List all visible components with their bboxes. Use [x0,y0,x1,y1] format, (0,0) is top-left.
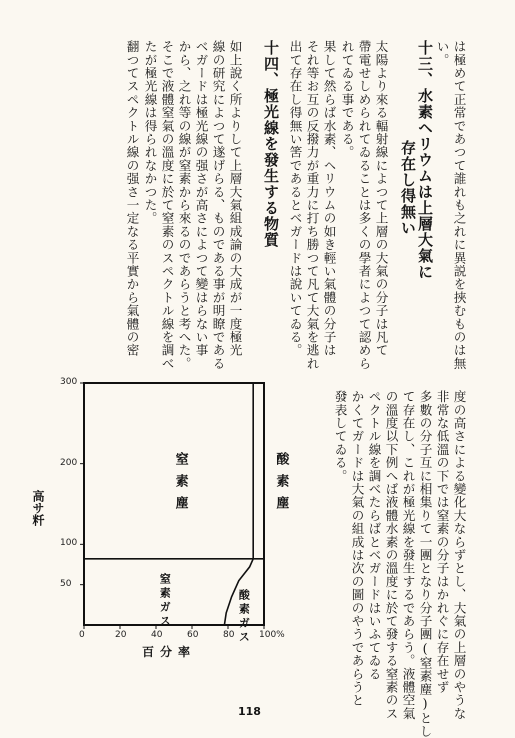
columns-top-13: そこで液體窒氣の溫度に於て窒素のスペクトル線を調べ [159,40,175,370]
columns-bottom-1: 非常な低溫の下では窒素の分子はかれぐに存在せず [434,390,450,694]
columns-bottom-2: 多數の分子互に相集りて一團となり分子團(窒素塵)とし [417,390,433,738]
columns-top-1: い。 [434,40,450,67]
x-tick-label: 40 [151,630,163,640]
atmosphere-composition-chart [0,370,290,700]
columns-top-12: から、之れ等の線が窒素から來るのであらうと考へた。 [176,40,192,370]
columns-top-15: 翻つてスペクトル線の强さ一定なる平實から氣體の密 [124,40,140,357]
headings-1: 十四、極光線を發生する物質 [262,40,280,248]
columns-top-5: れてゐる事である。 [339,40,355,159]
x-tick-label: 80 [223,630,235,640]
columns-bottom-4: の溫度以下例へば液體水素の溫度に於て發する窒素のス [383,390,399,720]
y-tick-label: 100 [60,538,78,549]
columns-top-7: それ等お互の反撥力が重力に打ち勝つて凡て大氣を逃れ [304,40,320,370]
x-tick-label: 20 [115,630,127,640]
columns-top-4: 帶電せしめられてゐることは多くの學者によつて認めら [356,40,372,370]
columns-top-9: 如上說く所よりして上層大氣組成論の大成が一度極光 [227,40,243,357]
columns-top-0: は極めて正常であつて誰れも之れに異説を挾むものは無 [451,40,467,370]
region-label: 酸素ガス [237,588,251,645]
region-label: 窒素塵 [172,451,188,518]
region-label: 窒素ガス [158,572,172,629]
x-axis-title: 百分率 [142,645,197,659]
page-number: 118 [238,705,261,718]
columns-bottom-3: て存在し、これが極光線を發生するであらう。液體空氣 [400,390,416,720]
y-tick-label: 200 [60,457,78,468]
columns-top-10: 線の研究によつて遂げらる、ものである事が明瞭である [210,40,226,370]
columns-top-6: 果して然らば水素、ヘリウムの如き輕い氣體の分子は [321,40,337,357]
x-tick-label: 100% [259,630,285,640]
y-axis-title: 高サ粁 [31,490,45,526]
columns-top-8: 出て存在し得無い筈であるとベガードは說いてゐる。 [287,40,303,357]
region-label: 酸素塵 [273,451,289,518]
columns-top-3: 太陽より來る輻射線によつて上層の大氣の分子は凡て [373,40,389,357]
x-tick-label: 0 [79,630,85,640]
columns-top-14: たが極光線は得られなかつた。 [142,40,158,225]
columns-bottom-7: 發表してゐる。 [332,390,348,483]
columns-top-2: 存在し得無い [399,140,417,236]
columns-bottom-5: ペクトル線を調べたらばとベガードはいふてゐる [366,390,382,681]
x-tick-label: 60 [187,630,199,640]
headings-0: 十三、水素ヘリウムは上層大氣に [416,40,434,280]
columns-top-11: ベガードは極光線の强さが高さによつて變はらない事 [193,40,209,357]
columns-bottom-6: かくてガードは大氣の組成は次の圖のやうであらうと [349,390,365,707]
columns-bottom-0: 度の高さによる變化大ならずとし、大氣の上層のやうな [451,390,467,720]
y-tick-label: 50 [60,578,72,589]
y-tick-label: 300 [60,377,78,387]
